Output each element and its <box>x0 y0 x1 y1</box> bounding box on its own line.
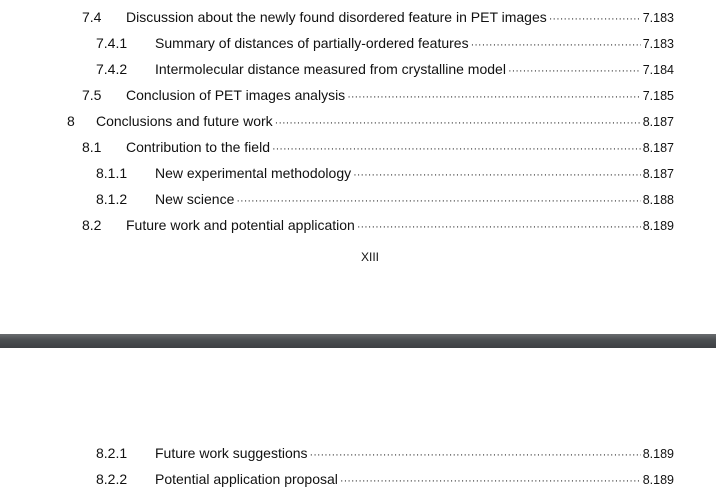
toc-entry-title: Potential application proposal <box>155 471 338 487</box>
toc-leader-dots <box>353 164 641 186</box>
toc-entry-title: Future work suggestions <box>155 445 308 461</box>
toc-leader-dots <box>347 86 641 108</box>
toc-entry-page: 8.187 <box>642 115 674 129</box>
toc-entry[interactable] <box>82 214 674 236</box>
toc-entry[interactable] <box>82 84 674 106</box>
toc-entry-number: 8.2.2 <box>96 471 128 487</box>
toc-leader-dots <box>272 138 641 160</box>
toc-entry-number: 7.4 <box>82 9 102 25</box>
toc-entry[interactable] <box>96 32 674 54</box>
toc-entry[interactable] <box>96 58 674 80</box>
toc-leader-dots <box>236 190 640 212</box>
page-folio: XIII <box>360 250 379 264</box>
document-page-lower <box>0 348 716 494</box>
toc-entry-title: New experimental methodology <box>155 165 352 181</box>
toc-entry-title: Future work and potential application <box>126 217 355 233</box>
toc-entry-page: 7.185 <box>642 89 674 103</box>
toc-entry-title: Summary of distances of partially-ordered features <box>155 35 469 51</box>
toc-entry-page: 7.184 <box>642 63 674 77</box>
toc-entry[interactable] <box>67 110 674 132</box>
toc-entry-page: 8.189 <box>642 219 674 233</box>
toc-entry-page: 8.189 <box>642 447 674 461</box>
toc-entry[interactable] <box>96 188 674 210</box>
toc-entry[interactable] <box>96 442 674 464</box>
toc-entry-number: 8.1.2 <box>96 191 128 207</box>
toc-entry-page: 8.187 <box>642 141 674 155</box>
toc-entry[interactable] <box>82 6 674 28</box>
toc-entry-title: New science <box>155 191 235 207</box>
toc-leader-dots <box>471 34 641 56</box>
toc-entry-number: 7.4.2 <box>96 61 128 77</box>
toc-leader-dots <box>549 8 641 30</box>
toc-entry-page: 7.183 <box>642 37 674 51</box>
toc-entry-page: 8.189 <box>642 473 674 487</box>
toc-entry[interactable] <box>96 468 674 490</box>
toc-entry-title: Contribution to the field <box>126 139 270 155</box>
toc-entry-title: Intermolecular distance measured from crystalline model <box>155 61 506 77</box>
toc-entry-number: 8.1.1 <box>96 165 128 181</box>
toc-entry-number: 7.5 <box>82 87 102 103</box>
toc-leader-dots <box>357 216 641 238</box>
toc-entry[interactable] <box>82 136 674 158</box>
toc-entry-title: Conclusions and future work <box>96 113 273 129</box>
toc-entry-number: 8 <box>67 113 75 129</box>
toc-entry-page: 8.187 <box>642 167 674 181</box>
toc-entry-title: Discussion about the newly found disordered feature in PET images <box>126 9 547 25</box>
toc-entry[interactable] <box>96 162 674 184</box>
toc-leader-dots <box>310 444 641 466</box>
toc-entry-number: 8.2.1 <box>96 445 128 461</box>
page-gap-separator <box>0 334 716 348</box>
toc-entry-number: 8.2 <box>82 217 102 233</box>
toc-entry-number: 7.4.1 <box>96 35 128 51</box>
toc-leader-dots <box>508 60 641 82</box>
toc-entry-number: 8.1 <box>82 139 102 155</box>
toc-entry-page: 7.183 <box>642 11 674 25</box>
toc-leader-dots <box>275 112 641 134</box>
toc-entry-title: Conclusion of PET images analysis <box>126 87 346 103</box>
toc-entry-page: 8.188 <box>642 193 674 207</box>
toc-leader-dots <box>340 470 641 492</box>
